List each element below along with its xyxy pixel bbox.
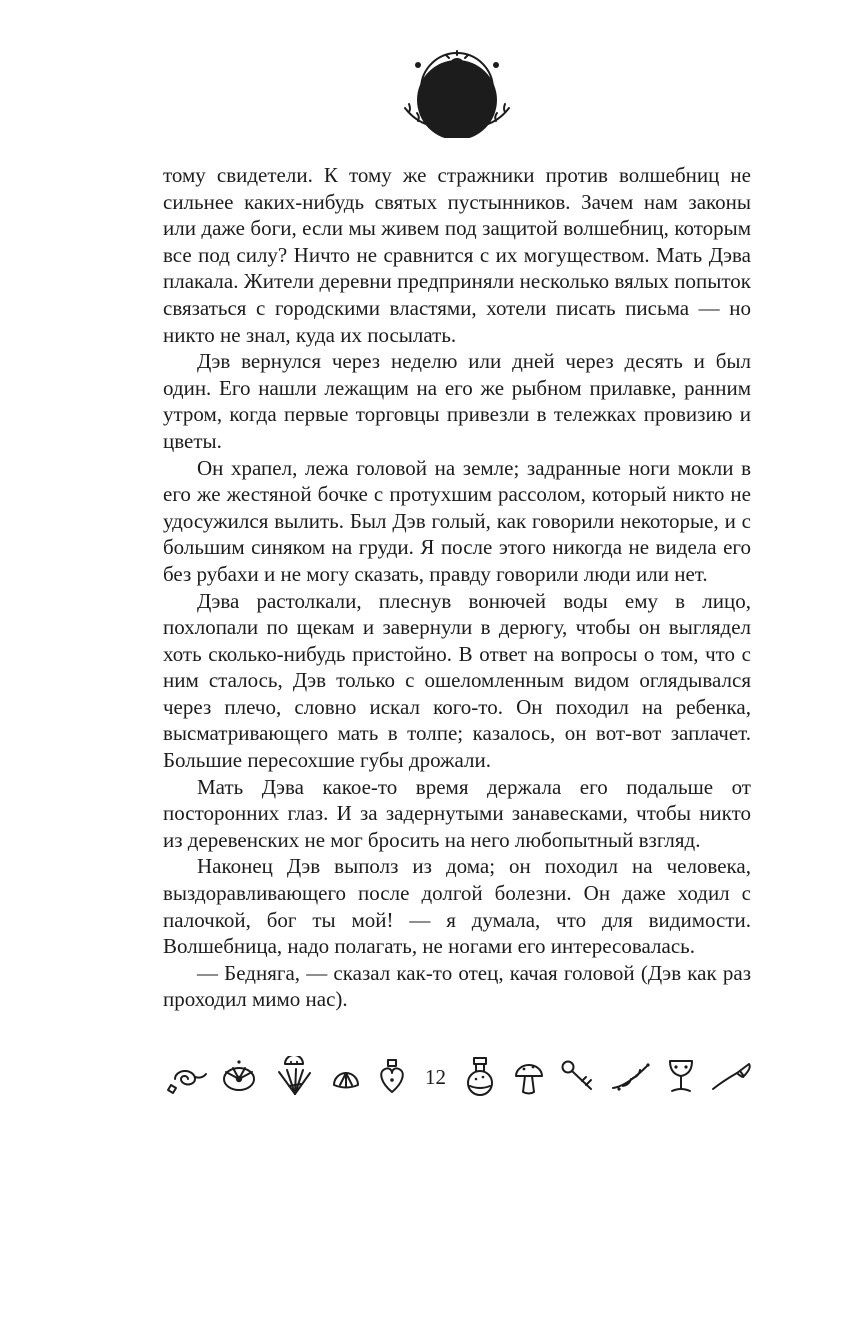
branch-pod-icon bbox=[609, 1058, 653, 1096]
page-text bbox=[163, 162, 751, 1013]
key-icon bbox=[558, 1057, 600, 1097]
page-footer bbox=[163, 1055, 751, 1099]
paragraph: тому свидетели. К тому же стражники против волшебниц не сильнее каких-нибудь святых пустынников. Зачем нам законы или даже боги, если мы живем под защитой волшебниц, которым все под силу? Ничто не сравнится с их могуществом. Мать Дэва плакала. Жители деревни предприняли несколько вялых попыток связаться с городскими властями, хотели писать письма — но никто не знал, куда их посылать. bbox=[163, 163, 751, 347]
oyster-eye-icon bbox=[218, 1057, 260, 1097]
potion-pot-icon bbox=[460, 1055, 500, 1099]
paragraph: Наконец Дэв выполз из дома; он походил на человека, выздоравливающего после долгой болезни. Он даже ходил с палочкой, бог ты мой! — я думала, что для видимости. Волшебница, надо полагать, не ногами его интересовалась. bbox=[163, 854, 751, 959]
chapter-ornament bbox=[163, 50, 751, 138]
brush-icon bbox=[709, 1059, 755, 1095]
clam-shell-icon bbox=[328, 1061, 364, 1093]
goblet-icon bbox=[662, 1056, 700, 1098]
paragraph: Дэва растолкали, плеснув вонючей воды ему в лицо, похлопали по щекам и завернули в дерюгу, чтобы он выглядел хоть сколько-нибудь пристойно. В ответ на вопросы о том, что с ним сталось, Дэв только с ошеломленным видом оглядывался через плечо, словно искал кого-то. Он походил на ребенка, высматривающего мать в толпе; казалось, он вот-вот заплачет. Большие пересохшие губы дрожали. bbox=[163, 588, 751, 773]
paragraph: Дэв вернулся через неделю или дней через десять и был один. Его нашли лежащим на его же рыбном прилавке, ранним утром, когда первые торговцы привезли в тележках провизию и цветы. bbox=[163, 349, 751, 453]
paragraph: — Бедняга, — сказал как-то отец, качая головой (Дэв как раз проходил мимо нас). bbox=[163, 960, 751, 1012]
heart-vial-icon bbox=[373, 1056, 411, 1098]
footer-icons-left bbox=[163, 1056, 411, 1098]
paragraph: Мать Дэва какое-то время держала его подальше от посторонних глаз. И за задернутыми занавесками, чтобы никто из деревенских не мог бросить на него любопытный взгляд. bbox=[163, 774, 751, 852]
crescent-moon-icon bbox=[395, 50, 519, 138]
page-number: 12 bbox=[425, 1064, 446, 1089]
herb-bundle-icon bbox=[269, 1056, 319, 1098]
shell-crystal-icon bbox=[163, 1057, 209, 1097]
page-content bbox=[163, 0, 751, 1099]
mushroom-icon bbox=[509, 1056, 549, 1098]
paragraph: Он храпел, лежа головой на земле; задранные ноги мокли в его же жестяной бочке с протухшим рассолом, который никто не удосужился вылить. Был Дэв голый, как говорили некоторые, и с большим синяком на груди. Я после этого никогда не видела его без рубахи и не могу сказать, правду говорили люди или нет. bbox=[163, 455, 751, 586]
footer-icons-right bbox=[460, 1055, 755, 1099]
